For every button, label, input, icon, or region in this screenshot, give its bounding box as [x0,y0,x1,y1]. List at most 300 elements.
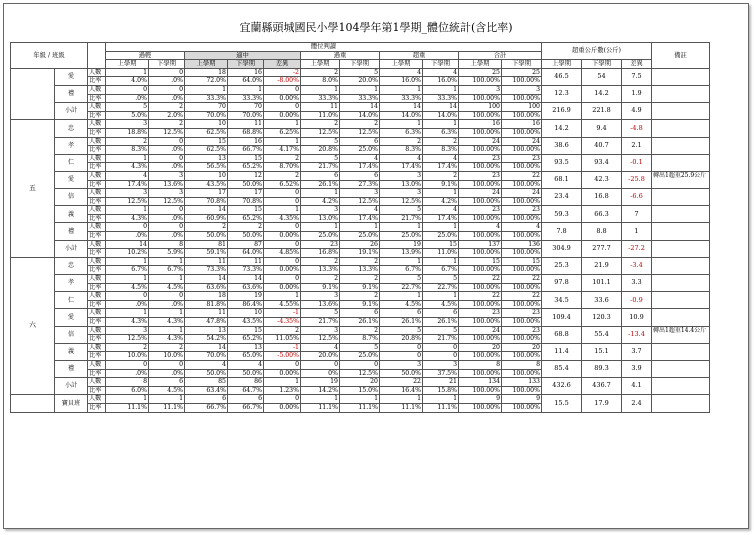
value-cell: 18 [185,292,228,301]
value-cell: 13.9% [380,249,423,258]
value-cell: 11 [185,309,228,318]
row-label-cell: 比率 [88,180,106,189]
value-cell: 12.5% [106,335,149,344]
value-cell: 2 [301,120,340,129]
value-cell: 23 [459,309,502,318]
value-cell: 5 [301,309,340,318]
value-cell: 11.05% [264,335,301,344]
value-cell: 6 [228,395,264,404]
note-cell [652,395,710,412]
page-title: 宜蘭縣頭城國民小學104學年第1學期_體位統計(含比率) [239,21,513,34]
value-cell: 0 [264,103,301,112]
value-cell: .0% [149,146,185,155]
value-cell: 100.00% [459,386,502,395]
value-cell: 6 [423,309,459,318]
value-cell: 66.7% [185,403,228,412]
value-cell: 4.3% [149,335,185,344]
note-cell: 轉出1超重25.9公斤 [652,171,710,188]
bmi-stats-table [10,42,710,413]
blank-header-cell [88,43,106,69]
value-cell: -2 [264,68,301,77]
value-cell: 18 [185,68,228,77]
row-label-cell: 比率 [88,111,106,120]
value-cell: 12.5% [149,128,185,137]
value-cell: 0 [149,68,185,77]
value-cell: 6 [301,171,340,180]
note-cell [652,360,710,377]
value-cell: 13 [185,326,228,335]
value-cell: 100.00% [502,232,542,241]
value-cell: 66.7% [228,403,264,412]
value-cell: 11 [185,257,228,266]
weight-cell: 15.5 [542,395,582,412]
value-cell: 66.7% [228,146,264,155]
value-cell: 26.1% [340,318,380,327]
value-cell: 13.3% [340,266,380,275]
value-cell: 1 [380,292,423,301]
row-label-cell: 比率 [88,369,106,378]
table-row [11,292,710,301]
value-cell: 10.0% [149,352,185,361]
weight-cell: 15.1 [582,343,622,360]
value-cell: 20 [502,343,542,352]
value-cell: 62.5% [185,146,228,155]
value-cell: 0 [423,352,459,361]
value-cell: 17.4% [423,163,459,172]
value-cell: 0 [264,240,301,249]
value-cell: 0 [264,275,301,284]
weight-cell: 55.4 [582,326,622,343]
value-cell: 3 [301,292,340,301]
value-cell: .0% [149,77,185,86]
row-label-cell: 人數 [88,189,106,198]
value-cell: 22 [502,171,542,180]
value-cell: 14.0% [423,111,459,120]
row-label-cell: 人數 [88,275,106,284]
value-cell: 2 [264,171,301,180]
value-cell: 6.3% [423,128,459,137]
value-cell: 1 [301,85,340,94]
row-label-cell: 人數 [88,343,106,352]
weight-cell: 16.8 [582,189,622,206]
value-cell: 16.0% [380,77,423,86]
value-cell: 100.00% [502,214,542,223]
value-cell: .0% [149,232,185,241]
class-name-cell: 孝 [55,275,88,292]
value-cell: .0% [149,214,185,223]
row-label-cell: 人數 [88,292,106,301]
class-name-cell: 信 [55,326,88,343]
value-cell: 15 [228,326,264,335]
value-cell: 5 [423,326,459,335]
value-cell: 1 [380,395,423,404]
value-cell: 4.3% [106,214,149,223]
weight-cell: 3.7 [622,343,652,360]
value-cell: 1 [301,223,340,232]
note-cell [652,85,710,102]
weight-cell: 42.3 [582,171,622,188]
value-cell: 23 [459,206,502,215]
value-cell: 100.00% [502,403,542,412]
value-cell: 100.00% [459,352,502,361]
sub-header-sem2: 下學期 [340,60,380,69]
note-cell [652,120,710,137]
row-label-cell: 比率 [88,283,106,292]
row-label-cell: 比率 [88,214,106,223]
value-cell: 1 [423,189,459,198]
value-cell: 13.0% [301,214,340,223]
value-cell: 81 [185,240,228,249]
value-cell: 9.1% [301,283,340,292]
value-cell: 1 [264,120,301,129]
value-cell: 25.0% [301,232,340,241]
value-cell: 1 [301,395,340,404]
value-cell: -1 [264,309,301,318]
weight-cell: -4.8 [622,120,652,137]
value-cell: .0% [106,300,149,309]
note-cell [652,189,710,206]
weight-cell: 85.4 [542,360,582,377]
value-cell: 16 [459,120,502,129]
value-cell: 0.00% [264,94,301,103]
value-cell: 100.00% [502,128,542,137]
weight-cell: 10.9 [622,309,652,326]
value-cell: 33.3% [340,94,380,103]
value-cell: 3 [106,120,149,129]
value-cell: 2 [301,68,340,77]
weight-cell: 33.6 [582,292,622,309]
value-cell: -5.00% [264,352,301,361]
value-cell: 65.0% [228,352,264,361]
value-cell: 4.2% [423,197,459,206]
value-cell: 4 [423,68,459,77]
value-cell: 0 [301,360,340,369]
value-cell: 63.4% [185,386,228,395]
value-cell: 13.6% [301,300,340,309]
value-cell: 100.00% [459,318,502,327]
value-cell: 100.00% [459,214,502,223]
value-cell: 0 [106,360,149,369]
weight-cell: 40.7 [582,137,622,154]
weight-cell: 46.5 [542,68,582,85]
value-cell: 1 [380,120,423,129]
weight-cell: -6.6 [622,189,652,206]
value-cell: 4.2% [301,197,340,206]
value-cell: 12.5% [301,128,340,137]
grade-cell: 五 [11,120,55,258]
value-cell: 11.0% [423,249,459,258]
table-row [11,360,710,369]
value-cell: 22 [502,292,542,301]
value-cell: 14 [380,103,423,112]
note-cell [652,68,710,85]
value-cell: 2 [106,137,149,146]
value-cell: 11.0% [301,111,340,120]
value-cell: 70.8% [185,197,228,206]
value-cell: 0 [264,257,301,266]
note-cell [652,275,710,292]
value-cell: 4 [340,206,380,215]
value-cell: 24 [459,326,502,335]
value-cell: 24 [502,137,542,146]
sub-header-sem1: 上學期 [459,60,502,69]
value-cell: 43.5% [185,180,228,189]
row-label-cell: 比率 [88,163,106,172]
weight-cell: 1 [622,223,652,240]
value-cell: 100.00% [459,403,502,412]
normal-header: 適中 [185,51,301,60]
value-cell: 3 [301,206,340,215]
value-cell: 100.00% [502,283,542,292]
weight-cell: -13.4 [622,326,652,343]
value-cell: 5 [340,343,380,352]
value-cell: 1 [106,257,149,266]
value-cell: 22 [459,292,502,301]
judgement-header: 體位判讀 [106,43,542,52]
weight-cell: 66.3 [582,206,622,223]
value-cell: 5 [340,68,380,77]
value-cell: 2 [185,223,228,232]
value-cell: 0.00% [264,266,301,275]
value-cell: 0 [149,154,185,163]
value-cell: 0 [106,223,149,232]
row-label-cell: 人數 [88,206,106,215]
value-cell: 11.1% [340,403,380,412]
row-label-cell: 人數 [88,68,106,77]
row-label-cell: 人數 [88,154,106,163]
row-label-cell: 人數 [88,137,106,146]
value-cell: 3 [106,189,149,198]
value-cell: 87 [228,240,264,249]
value-cell: 16.4% [380,386,423,395]
value-cell: 100.00% [502,300,542,309]
sub-header-sem2: 下學期 [423,60,459,69]
row-label-cell: 比率 [88,146,106,155]
value-cell: 1 [106,68,149,77]
class-name-cell: 禮 [55,85,88,102]
value-cell: 11 [228,120,264,129]
sub-header-sem2: 下學期 [149,60,185,69]
value-cell: 100.00% [502,180,542,189]
value-cell: 23 [502,309,542,318]
value-cell: 73.3% [228,266,264,275]
value-cell: 4.5% [149,283,185,292]
value-cell: 64.0% [228,77,264,86]
value-cell: 1.23% [264,386,301,395]
weight-cell: -0.1 [622,154,652,171]
row-label-cell: 人數 [88,85,106,94]
value-cell: 100.00% [502,197,542,206]
row-label-cell: 人數 [88,103,106,112]
value-cell: 16.0% [423,77,459,86]
row-label-cell: 比率 [88,249,106,258]
value-cell: 4.5% [149,386,185,395]
class-name-cell: 義 [55,206,88,223]
value-cell: 1 [340,223,380,232]
weight-cell: 101.1 [582,275,622,292]
class-name-cell: 義 [55,343,88,360]
note-cell [652,343,710,360]
value-cell: 0 [380,352,423,361]
value-cell: 14.2% [301,386,340,395]
value-cell: 50.0% [228,180,264,189]
value-cell: 20 [459,343,502,352]
value-cell: 25.0% [423,232,459,241]
row-label-cell: 比率 [88,266,106,275]
value-cell: 21.7% [301,163,340,172]
value-cell: 70 [185,103,228,112]
value-cell: 12.5% [149,197,185,206]
value-cell: 0 [149,206,185,215]
value-cell: 2 [423,171,459,180]
weight-cell: 4.1 [622,378,652,395]
value-cell: 12.5% [106,197,149,206]
value-cell: .0% [106,232,149,241]
value-cell: 14 [185,343,228,352]
weight-cell: 1.9 [622,85,652,102]
value-cell: 22.7% [423,283,459,292]
value-cell: 100 [459,103,502,112]
value-cell: 15 [228,206,264,215]
value-cell: 14 [228,275,264,284]
value-cell: 100.00% [502,249,542,258]
value-cell: 6 [340,137,380,146]
weight-cell: 304.9 [542,240,582,257]
value-cell: 56.5% [185,163,228,172]
value-cell: 100.00% [502,77,542,86]
value-cell: 15 [502,257,542,266]
value-cell: 9 [459,395,502,404]
value-cell: 4 [106,171,149,180]
value-cell: 23 [502,154,542,163]
sub-header-sem1: 上學期 [542,60,582,69]
class-name-cell: 禮 [55,223,88,240]
value-cell: 17.4% [340,214,380,223]
value-cell: 100.00% [502,335,542,344]
value-cell: 20.8% [301,146,340,155]
value-cell: 70 [228,103,264,112]
value-cell: 68.8% [228,128,264,137]
value-cell: 3 [106,326,149,335]
note-cell [652,292,710,309]
row-label-cell: 比率 [88,77,106,86]
value-cell: 4.55% [264,300,301,309]
value-cell: 21.7% [301,318,340,327]
value-cell: 5 [301,154,340,163]
value-cell: 25.0% [340,146,380,155]
value-cell: 23 [301,240,340,249]
class-name-cell: 忠 [55,120,88,137]
value-cell: 4 [423,206,459,215]
value-cell: 16 [228,68,264,77]
value-cell: .0% [149,369,185,378]
value-cell: 54.2% [185,335,228,344]
weight-cell: 7 [622,206,652,223]
value-cell: 0.00% [264,283,301,292]
value-cell: 3 [149,189,185,198]
note-cell [652,103,710,120]
table-row [11,275,710,284]
value-cell: 12 [228,171,264,180]
value-cell: 21 [423,378,459,387]
value-cell: 100.00% [502,386,542,395]
value-cell: 1 [106,275,149,284]
value-cell: 2 [423,137,459,146]
value-cell: 8 [459,360,502,369]
value-cell: 1 [340,395,380,404]
value-cell: 0.00% [264,403,301,412]
value-cell: 17.4% [380,163,423,172]
value-cell: 0 [423,343,459,352]
weight-cell: 221.8 [582,103,622,120]
value-cell: 5 [301,137,340,146]
value-cell: 3 [340,189,380,198]
value-cell: 9.1% [340,283,380,292]
table-row [11,103,710,112]
value-cell: 1 [106,154,149,163]
class-name-cell: 仁 [55,292,88,309]
value-cell: 0 [149,137,185,146]
value-cell: 1 [423,120,459,129]
value-cell: 43.5% [228,318,264,327]
value-cell: 100.00% [502,369,542,378]
value-cell: 33.3% [228,94,264,103]
sub-header-sem2: 下學期 [502,60,542,69]
table-row [11,326,710,335]
weight-cell: 93.5 [542,154,582,171]
value-cell: 21.7% [423,335,459,344]
value-cell: 1 [264,378,301,387]
value-cell: 1 [149,257,185,266]
value-cell: 0.00% [264,232,301,241]
value-cell: 22 [459,275,502,284]
class-name-cell: 禮 [55,360,88,377]
sub-header-sem1: 上學期 [301,60,340,69]
value-cell: 12.5% [340,128,380,137]
sub-header-diff: 差異 [622,60,652,69]
value-cell: 4.5% [423,300,459,309]
value-cell: .0% [106,369,149,378]
value-cell: 26.1% [301,180,340,189]
value-cell: 17.4% [423,214,459,223]
value-cell: 0 [149,85,185,94]
weight-cell: 2.1 [622,137,652,154]
value-cell: 5.9% [149,249,185,258]
value-cell: 4.5% [380,300,423,309]
value-cell: 100.00% [459,232,502,241]
value-cell: 6.52% [264,180,301,189]
value-cell: 16 [228,137,264,146]
value-cell: 1 [264,292,301,301]
value-cell: 63.6% [185,283,228,292]
row-label-cell: 人數 [88,223,106,232]
value-cell: 4 [423,154,459,163]
value-cell: 19 [380,240,423,249]
value-cell: 0 [264,223,301,232]
weight-cell: 97.8 [542,275,582,292]
value-cell: 25.0% [380,232,423,241]
sub-header-sem1: 上學期 [185,60,228,69]
class-name-cell: 仁 [55,154,88,171]
row-label-cell: 比率 [88,300,106,309]
header-row-3 [11,60,710,69]
value-cell: 5 [380,275,423,284]
value-cell: 20.0% [301,352,340,361]
value-cell: 100.00% [459,128,502,137]
value-cell: 8 [502,360,542,369]
weight-cell: 34.5 [542,292,582,309]
value-cell: 8 [149,240,185,249]
